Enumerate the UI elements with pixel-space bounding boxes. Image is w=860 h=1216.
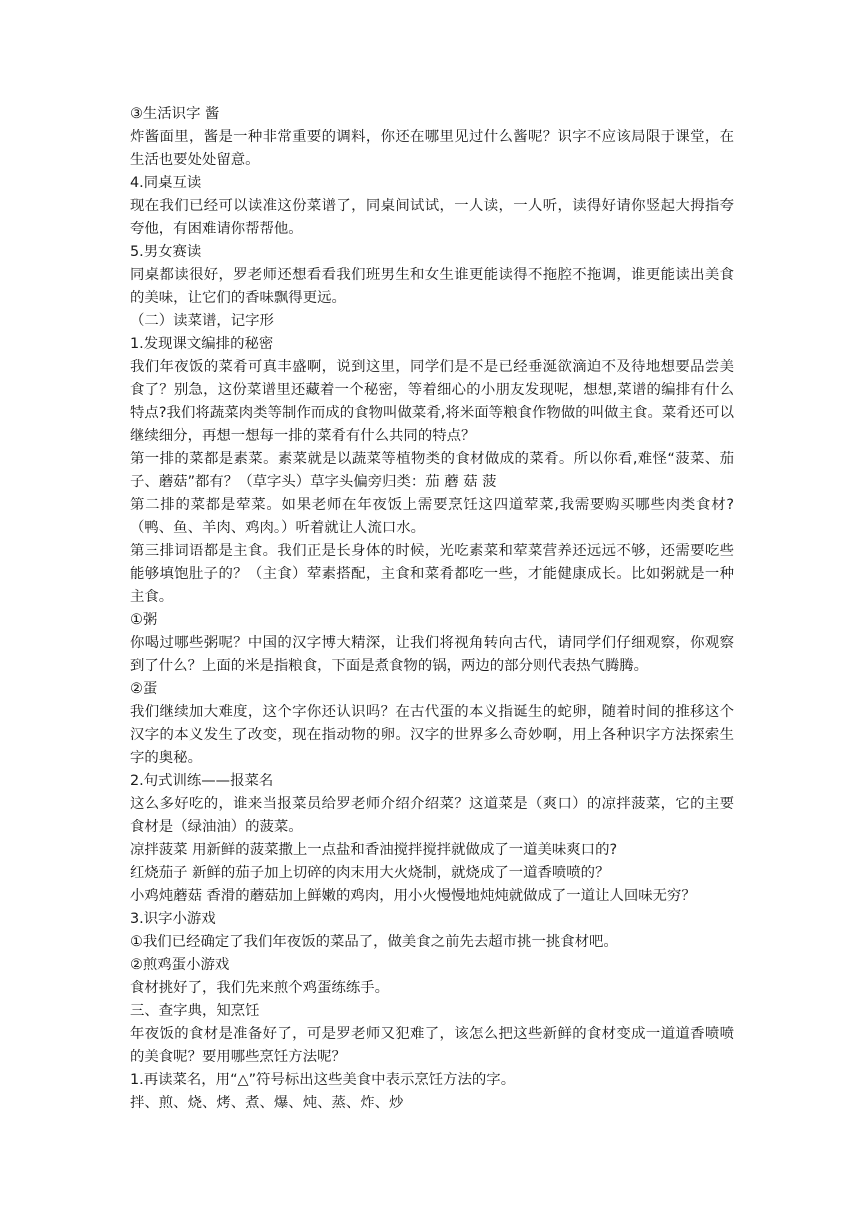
paragraph-sauce: 炸酱面里，酱是一种非常重要的调料，你还在哪里见过什么酱呢？识字不应该局限于课堂，在生活也要处处留意。 xyxy=(130,129,734,168)
subheading-porridge: ①粥 xyxy=(130,612,158,628)
paragraph-egg: 我们继续加大难度，这个字你还认识吗？在古代蛋的本义指诞生的蛇卵，随着时间的推移这个汉字的本义发生了改变，现在指动物的卵。汉字的世界多么奇妙啊，用上各种识字方法探索生字的奥秘。 xyxy=(130,704,734,766)
paragraph-row-one: 第一排的菜都是素菜。素菜就是以蔬菜等植物类的食材做成的菜肴。所以你看,难怪“菠菜、茄子、蘑菇”都有？（草字头）草字头偏旁归类：茄 蘑 菇 菠 xyxy=(130,451,734,490)
paragraph-porridge: 你喝过哪些粥呢？中国的汉字博大精深，让我们将视角转向古代，请同学们仔细观察，你观察到了什么？上面的米是指粮食，下面是煮食物的锅，两边的部分则代表热气腾腾。 xyxy=(130,635,734,674)
subheading-peer-reading: 4.同桌互读 xyxy=(130,175,202,191)
paragraph-layout-secret: 我们年夜饭的菜肴可真丰盛啊，说到这里，同学们是不是已经垂涎欲滴迫不及待地想要品尝美食了？别急，这份菜谱里还藏着一个秘密，等着细心的小朋友发现呢，想想,菜谱的编排有什么特点?我们将蔬菜肉类等制作而成的食物叫做菜肴,将米面等粮食作物做的叫做主食。菜肴还可以继续细分，再想一想每一排的菜肴有什么共同的特点？ xyxy=(130,359,734,444)
paragraph-row-three: 第三排词语都是主食。我们正是长身体的时候，光吃素菜和荤菜营养还远远不够，还需要吃些能够填饱肚子的？（主食）荤素搭配，主食和菜肴都吃一些，才能健康成长。比如粥就是一种主食。 xyxy=(130,543,734,605)
subheading-egg: ②蛋 xyxy=(130,681,158,697)
subheading-life-literacy: ③生活识字 酱 xyxy=(130,106,220,122)
paragraph-cooking-words: 拌、煎、烧、烤、煮、爆、炖、蒸、炸、炒 xyxy=(130,1095,404,1111)
paragraph-chicken-mushroom: 小鸡炖蘑菇 香滑的蘑菇加上鲜嫩的鸡肉，用小火慢慢地炖炖就做成了一道让人回味无穷？ xyxy=(130,888,696,904)
paragraph-eggplant: 红烧茄子 新鲜的茄子加上切碎的肉末用大火烧制，就烧成了一道香喷喷的？ xyxy=(130,865,610,881)
paragraph-fried-egg: 食材挑好了，我们先来煎个鸡蛋练练手。 xyxy=(130,980,390,996)
subheading-literacy-game: 3.识字小游戏 xyxy=(130,911,216,927)
paragraph-supermarket: ①我们已经确定了我们年夜饭的菜品了，做美食之前先去超市挑一挑食材吧。 xyxy=(130,934,618,950)
subheading-layout-secret: 1.发现课文编排的秘密 xyxy=(130,336,274,352)
subheading-sentence-training: 2.句式训练——报菜名 xyxy=(130,773,274,789)
paragraph-cooking-methods: 年夜饭的食材是准备好了，可是罗老师又犯难了，该怎么把这些新鲜的食材变成一道道香喷喷的美食呢？要用哪些烹饪方法呢？ xyxy=(130,1026,734,1065)
paragraph-peer-reading: 现在我们已经可以读准这份菜谱了，同桌间试试，一人读，一人听，读得好请你竖起大拇指夸夸他，有困难请你帮帮他。 xyxy=(130,198,734,237)
section-heading-read-menu: （二）读菜谱，记字形 xyxy=(130,313,274,329)
paragraph-spinach: 凉拌菠菜 用新鲜的菠菜撒上一点盐和香油搅拌搅拌就做成了一道美味爽口的? xyxy=(130,842,618,858)
paragraph-row-two: 第二排的菜都是荤菜。如果老师在年夜饭上需要烹饪这四道荤菜,我需要购买哪些肉类食材?（鸭、鱼、羊肉、鸡肉。）听着就让人流口水。 xyxy=(130,497,734,536)
subheading-reread-menu: 1.再读菜名，用“△”符号标出这些美食中表示烹饪方法的字。 xyxy=(130,1072,516,1088)
document-page xyxy=(130,103,734,1115)
paragraph-boys-girls-contest: 同桌都读很好，罗老师还想看看我们班男生和女生谁更能读得不拖腔不拖调，谁更能读出美食的美味，让它们的香味飘得更远。 xyxy=(130,267,734,306)
section-heading-dictionary: 三、查字典，知烹饪 xyxy=(130,1003,260,1019)
paragraph-sentence-training: 这么多好吃的，谁来当报菜员给罗老师介绍介绍菜？这道菜是（爽口）的凉拌菠菜，它的主要食材是（绿油油）的菠菜。 xyxy=(130,796,734,835)
subheading-boys-girls-contest: 5.男女赛读 xyxy=(130,244,202,260)
subheading-fried-egg-game: ②煎鸡蛋小游戏 xyxy=(130,957,230,973)
